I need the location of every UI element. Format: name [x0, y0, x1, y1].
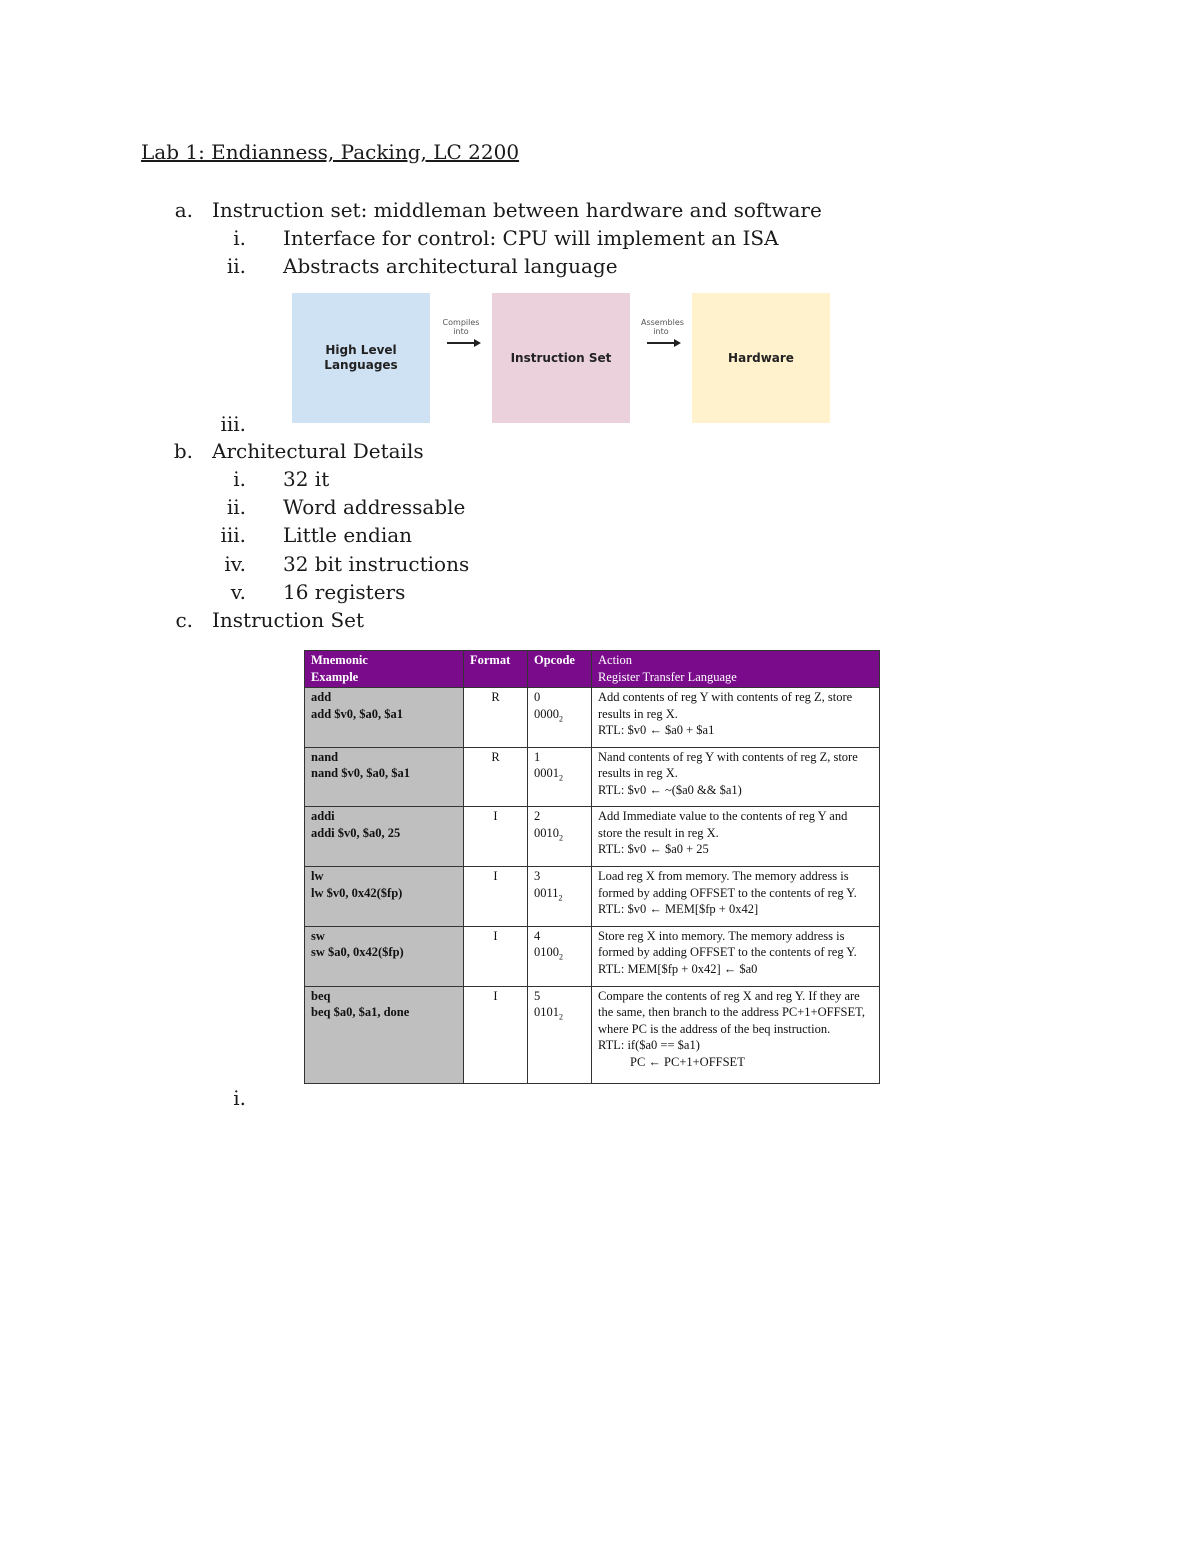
outline-marker: a.: [174, 198, 193, 222]
outline-text: Word addressable: [283, 495, 466, 519]
outline-text: Instruction Set: [212, 608, 365, 632]
format-cell: R: [464, 747, 528, 807]
column-header-action: [592, 651, 880, 688]
instruction-set-table: [304, 650, 880, 1084]
base-subscript: 2: [559, 1012, 563, 1022]
diagram-arrow-label: Compiles into: [442, 318, 480, 336]
format-cell: I: [464, 986, 528, 1083]
mnemonic-example: nand $v0, $a0, $a1: [311, 766, 410, 781]
diagram-box-instruction-set: [492, 293, 630, 423]
outline-marker: ii.: [226, 495, 246, 519]
action-cell: [592, 867, 880, 927]
opcode-decimal: 2: [534, 809, 541, 824]
base-subscript: 2: [559, 952, 563, 962]
opcode-binary-value: 0011: [534, 885, 559, 900]
mnemonic-cell: [305, 926, 464, 986]
table-row: [305, 807, 880, 867]
column-header-opcode: Opcode: [528, 651, 592, 688]
outline-text: Instruction set: middleman between hardware and software: [212, 198, 822, 222]
mnemonic: nand: [311, 749, 339, 764]
outline-marker: i.: [233, 467, 246, 491]
outline-text: Little endian: [283, 523, 413, 547]
diagram-box-label: Instruction Set: [510, 350, 612, 365]
opcode-binary: [534, 706, 585, 723]
mnemonic: lw: [311, 869, 324, 884]
column-header-mnemonic: [305, 651, 464, 688]
right-arrow-icon: [647, 342, 675, 344]
table-header-row: [305, 651, 880, 688]
outline-marker: ii.: [226, 254, 246, 278]
header-action: Action: [598, 653, 633, 667]
format-cell: I: [464, 807, 528, 867]
action-description: Add contents of reg Y with contents of reg Z, store results in reg X.: [598, 690, 853, 721]
mnemonic-cell: [305, 807, 464, 867]
opcode-binary-value: 0000: [534, 706, 559, 721]
outline-marker: iii.: [220, 523, 246, 547]
action-rtl: RTL: if($a0 == $a1): [598, 1038, 700, 1053]
opcode-cell: [528, 926, 592, 986]
mnemonic-cell: [305, 986, 464, 1083]
mnemonic-cell: [305, 867, 464, 927]
outline-text: 16 registers: [283, 580, 406, 604]
diagram-box-hardware: [692, 293, 830, 423]
action-description: Store reg X into memory. The memory address is formed by adding OFFSET to the contents of reg Y.: [598, 928, 857, 960]
outline-text: Abstracts architectural language: [283, 254, 618, 278]
action-cell: [592, 807, 880, 867]
opcode-decimal: 3: [534, 869, 541, 884]
header-example: Example: [311, 669, 359, 684]
opcode-decimal: 0: [534, 690, 541, 704]
outline-text: Interface for control: CPU will implement an ISA: [283, 226, 779, 250]
format-cell: I: [464, 926, 528, 986]
outline-text: 32 it: [283, 467, 330, 491]
base-subscript: 2: [559, 773, 563, 783]
mnemonic-example: add $v0, $a0, $a1: [311, 706, 404, 721]
opcode-binary: [534, 885, 585, 902]
action-description: Load reg X from memory. The memory address is formed by adding OFFSET to the contents of reg Y.: [598, 869, 857, 900]
base-subscript: 2: [558, 893, 563, 903]
opcode-binary: [534, 1004, 585, 1021]
isa-diagram: [292, 293, 832, 424]
diagram-arrow-assembles: [630, 318, 692, 344]
diagram-box-label: Hardware: [728, 350, 794, 365]
opcode-cell: [528, 807, 592, 867]
action-cell: [592, 747, 880, 807]
mnemonic: beq: [311, 988, 331, 1003]
outline-text: Architectural Details: [212, 439, 424, 463]
action-cell: [592, 926, 880, 986]
diagram-arrow-compiles: [430, 318, 492, 344]
table-row: [305, 747, 880, 807]
opcode-binary-value: 0101: [534, 1005, 559, 1020]
opcode-cell: [528, 867, 592, 927]
action-cell: [592, 986, 880, 1083]
diagram-arrow-label: Assembles into: [641, 318, 684, 336]
table-body: [305, 688, 880, 1084]
mnemonic: sw: [311, 928, 325, 943]
mnemonic-cell: [305, 688, 464, 748]
header-rtl: Register Transfer Language: [598, 669, 737, 684]
action-rtl: RTL: $v0 ← $a0 + 25: [598, 842, 709, 857]
action-description: Compare the contents of reg X and reg Y. If they are the same, then branch to the address PC+1+OFFSET, where PC is the address of the beq instruction.: [598, 988, 865, 1036]
outline-marker: i.: [233, 226, 246, 250]
outline-marker: i.: [233, 1086, 246, 1110]
action-rtl-continuation: PC ← PC+1+OFFSET: [630, 1054, 745, 1069]
diagram-box-label: High Level Languages: [324, 343, 398, 372]
outline-marker: b.: [173, 439, 193, 463]
opcode-binary-value: 0001: [534, 766, 559, 781]
format-cell: R: [464, 688, 528, 748]
opcode-decimal: 1: [534, 749, 541, 764]
table-row: [305, 867, 880, 927]
diagram-box-high-level-languages: [292, 293, 430, 423]
action-rtl: RTL: $v0 ← $a0 + $a1: [598, 723, 715, 737]
mnemonic-example: sw $a0, 0x42($fp): [311, 945, 404, 960]
base-subscript: 2: [559, 833, 563, 843]
action-rtl: RTL: MEM[$fp + 0x42] ← $a0: [598, 961, 758, 976]
action-cell: [592, 688, 880, 748]
mnemonic-cell: [305, 747, 464, 807]
column-header-format: Format: [464, 651, 528, 688]
opcode-decimal: 4: [534, 928, 541, 943]
outline-marker: iv.: [224, 552, 246, 576]
action-description: Nand contents of reg Y with contents of reg Z, store results in reg X.: [598, 749, 858, 781]
action-description: Add Immediate value to the contents of reg Y and store the result in reg X.: [598, 809, 848, 840]
table-row: [305, 688, 880, 748]
opcode-binary: [534, 825, 585, 842]
outline-text: 32 bit instructions: [283, 552, 470, 576]
opcode-binary: [534, 944, 585, 961]
document-title: Lab 1: Endianness, Packing, LC 2200: [141, 140, 520, 164]
opcode-cell: [528, 986, 592, 1083]
table-row: [305, 986, 880, 1083]
opcode-binary: [534, 765, 585, 782]
header-mnemonic: Mnemonic: [311, 653, 368, 667]
mnemonic-example: lw $v0, 0x42($fp): [311, 885, 403, 900]
table-row: [305, 926, 880, 986]
mnemonic: addi: [311, 809, 335, 824]
right-arrow-icon: [447, 342, 475, 344]
opcode-cell: [528, 688, 592, 748]
outline-marker: v.: [230, 580, 246, 604]
action-rtl: RTL: $v0 ← MEM[$fp + 0x42]: [598, 902, 759, 917]
mnemonic: add: [311, 690, 332, 704]
format-cell: I: [464, 867, 528, 927]
outline-marker: iii.: [220, 412, 246, 436]
mnemonic-example: addi $v0, $a0, 25: [311, 825, 401, 840]
opcode-binary-value: 0100: [534, 945, 559, 960]
opcode-cell: [528, 747, 592, 807]
outline-marker: c.: [175, 608, 193, 632]
mnemonic-example: beq $a0, $a1, done: [311, 1005, 410, 1020]
action-rtl: RTL: $v0 ← ~($a0 && $a1): [598, 782, 742, 797]
opcode-decimal: 5: [534, 988, 541, 1003]
opcode-binary-value: 0010: [534, 825, 559, 840]
base-subscript: 2: [559, 714, 563, 723]
